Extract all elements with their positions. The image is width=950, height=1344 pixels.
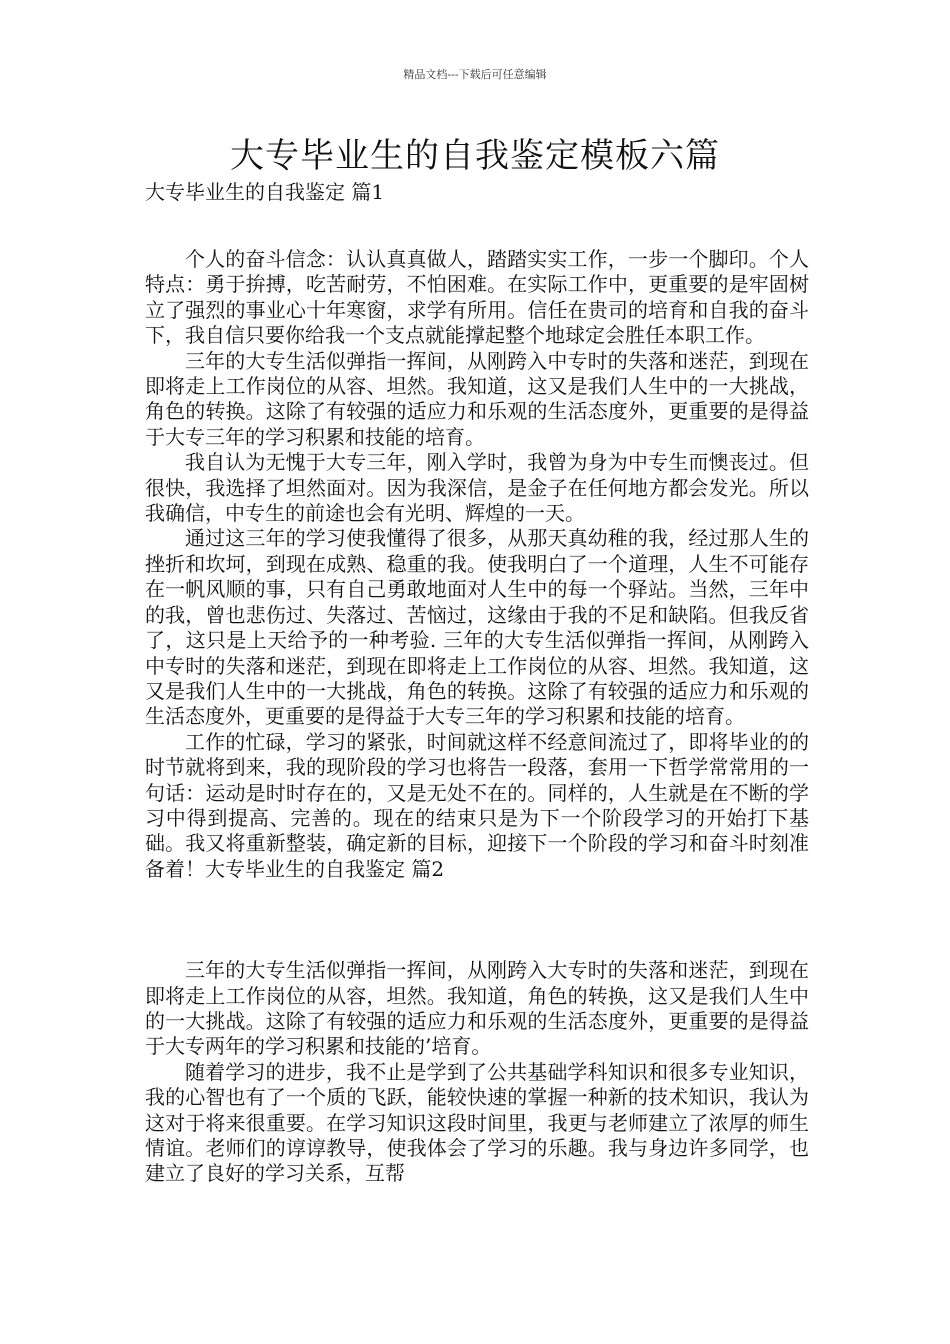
paragraph: 工作的忙碌，学习的紧张，时间就这样不经意间流过了，即将毕业的的时节就将到来，我的现阶段的学习也将告一段落，套用一下哲学常常用的一句话：运动是时时存在的，又是无处不在的。同样的，人生就是在不断的学习中得到提高、完善的。现在的结束只是为下一个阶段学习的开始打下基础。我又将重新整装，确定新的目标，迎接下一个阶段的学习和奋斗时刻准备着！大专毕业生的自我鉴定 篇2 [145,729,809,881]
paragraph: 三年的大专生活似弹指一挥间，从刚跨入中专时的失落和迷茫，到现在即将走上工作岗位的从容、坦然。我知道，这又是我们人生中的一大挑战，角色的转换。这除了有较强的适应力和乐观的生活态度外，更重要的是得益于大专三年的学习积累和技能的培育。 [145,348,809,449]
paragraph: 个人的奋斗信念：认认真真做人，踏踏实实工作，一步一个脚印。个人特点：勇于拚搏，吃苦耐劳，不怕困难。在实际工作中，更重要的是牢固树立了强烈的事业心十年寒窗，求学有所用。信任在贵司的培育和自我的奋斗下，我自信只要你给我一个支点就能撑起整个地球定会胜任本职工作。 [145,247,809,348]
document-title: 大专毕业生的自我鉴定模板六篇 [230,136,720,176]
paragraph: 通过这三年的学习使我懂得了很多，从那天真幼稚的我，经过那人生的挫折和坎坷，到现在成熟、稳重的我。使我明白了一个道理，人生不可能存在一帆风顺的事，只有自己勇敢地面对人生中的每一个驿站。当然，三年中的我，曾也悲伤过、失落过、苦恼过，这缘由于我的不足和缺陷。但我反省了，这只是上天给予的一种考验. 三年的大专生活似弹指一挥间，从刚跨入中专时的失落和迷茫，到现在即将走上工作岗位的从容、坦然。我知道，这又是我们人生中的一大挑战，角色的转换。这除了有较强的适应力和乐观的生活态度外，更重要的是得益于大专三年的学习积累和技能的培育。 [145,526,809,729]
document-body [145,247,809,1187]
section-heading: 大专毕业生的自我鉴定 篇1 [145,180,385,204]
paragraph: 三年的大专生活似弹指一挥间，从刚跨入大专时的失落和迷茫，到现在即将走上工作岗位的从容，坦然。我知道，角色的转换，这又是我们人生中的一大挑战。这除了有较强的适应力和乐观的生活态度外，更重要的是得益于大专两年的学习积累和技能的’培育。 [145,958,809,1059]
paragraph: 我自认为无愧于大专三年，刚入学时，我曾为身为中专生而懊丧过。但很快，我选择了坦然面对。因为我深信，是金子在任何地方都会发光。所以我确信，中专生的前途也会有光明、辉煌的一天。 [145,450,809,526]
section-spacer [145,882,809,958]
paragraph: 随着学习的进步，我不止是学到了公共基础学科知识和很多专业知识，我的心智也有了一个质的飞跃，能较快速的掌握一种新的技术知识，我认为这对于将来很重要。在学习知识这段时间里，我更与老师建立了浓厚的师生情谊。老师们的谆谆教导，使我体会了学习的乐趣。我与身边许多同学，也建立了良好的学习关系，互帮 [145,1059,809,1186]
header-note: 精品文档---下载后可任意编辑 [403,68,547,81]
